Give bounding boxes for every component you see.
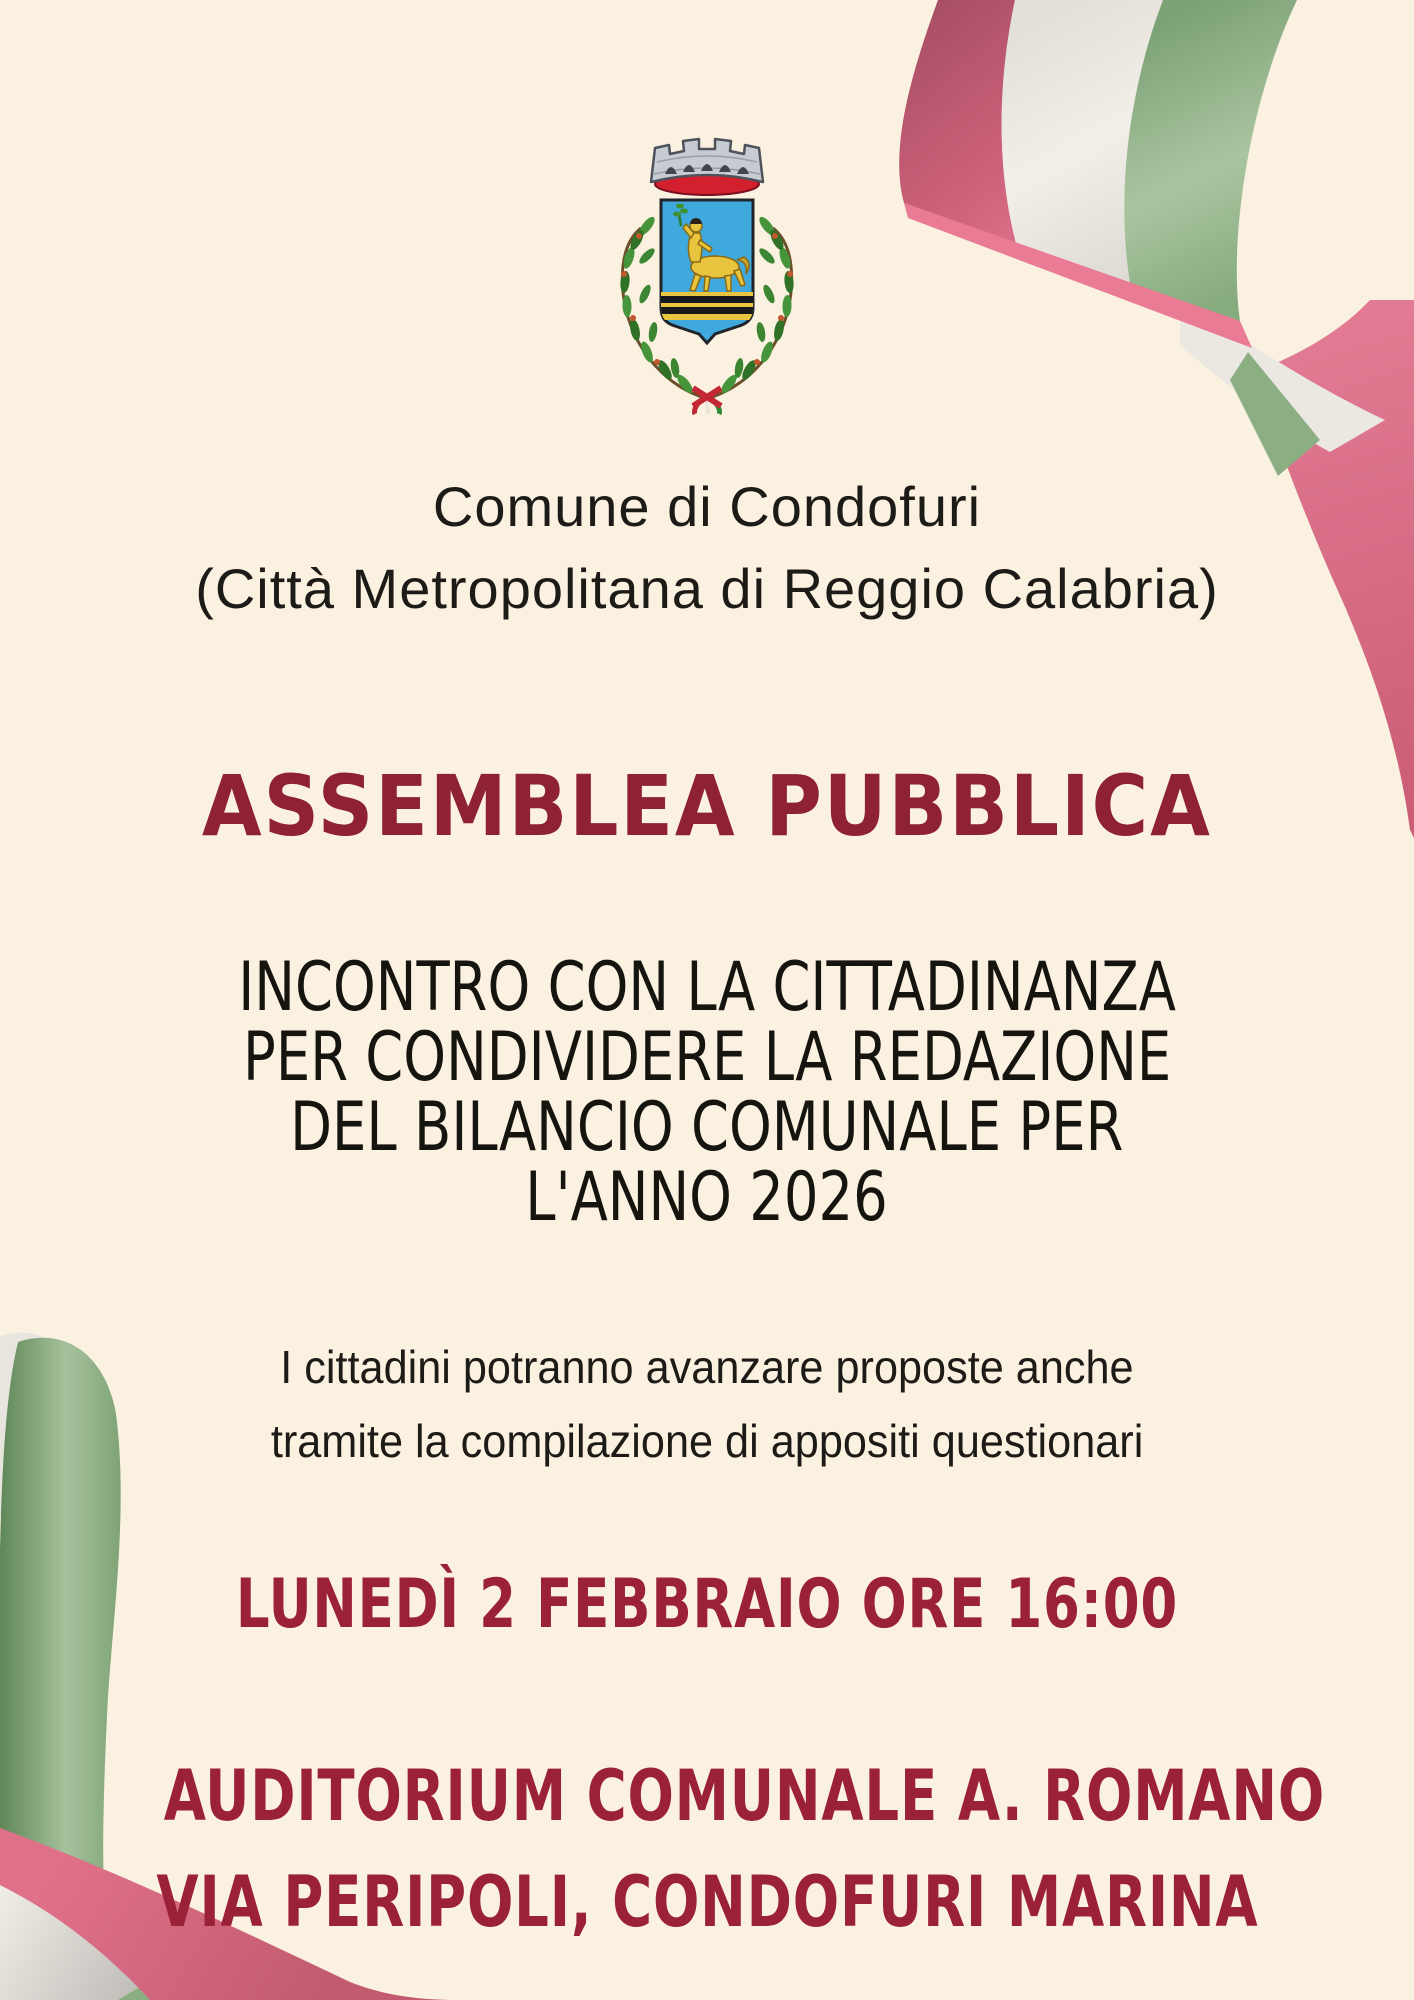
description-line-2: PER CONDIVIDERE LA REDAZIONE bbox=[242, 1018, 1172, 1097]
mural-crown bbox=[651, 139, 763, 195]
citizen-note bbox=[0, 1330, 1414, 1478]
shield bbox=[661, 200, 753, 343]
municipality-name: Comune di Condofuri bbox=[432, 475, 982, 538]
poster-title bbox=[0, 742, 1414, 870]
event-datetime-text: LUNEDÌ 2 FEBBRAIO ORE 16:00 bbox=[235, 1565, 1179, 1644]
venue-line-2: VIA PERIPOLI, CONDOFURI MARINA bbox=[155, 1861, 1259, 1943]
note-line-1: I cittadini potranno avanzare proposte anche bbox=[280, 1341, 1134, 1393]
header-text bbox=[0, 466, 1414, 630]
wreath-ribbon-tie bbox=[693, 388, 721, 414]
event-venue bbox=[0, 1743, 1414, 1955]
province-line: (Città Metropolitana di Reggio Calabria) bbox=[195, 557, 1219, 620]
event-description bbox=[0, 948, 1414, 1237]
condofuri-coat-of-arms-icon bbox=[587, 116, 827, 416]
description-line-4: L'ANNO 2026 bbox=[525, 1158, 889, 1237]
event-datetime bbox=[0, 1550, 1414, 1660]
description-line-3: DEL BILANCIO COMUNALE PER bbox=[290, 1088, 1124, 1167]
venue-line-1: AUDITORIUM COMUNALE A. ROMANO bbox=[163, 1755, 1326, 1837]
poster-title-text: ASSEMBLEA PUBBLICA bbox=[202, 757, 1212, 855]
note-line-2: tramite la compilazione di appositi questionari bbox=[270, 1415, 1144, 1467]
description-line-1: INCONTRO CON LA CITTADINANZA bbox=[238, 948, 1176, 1027]
